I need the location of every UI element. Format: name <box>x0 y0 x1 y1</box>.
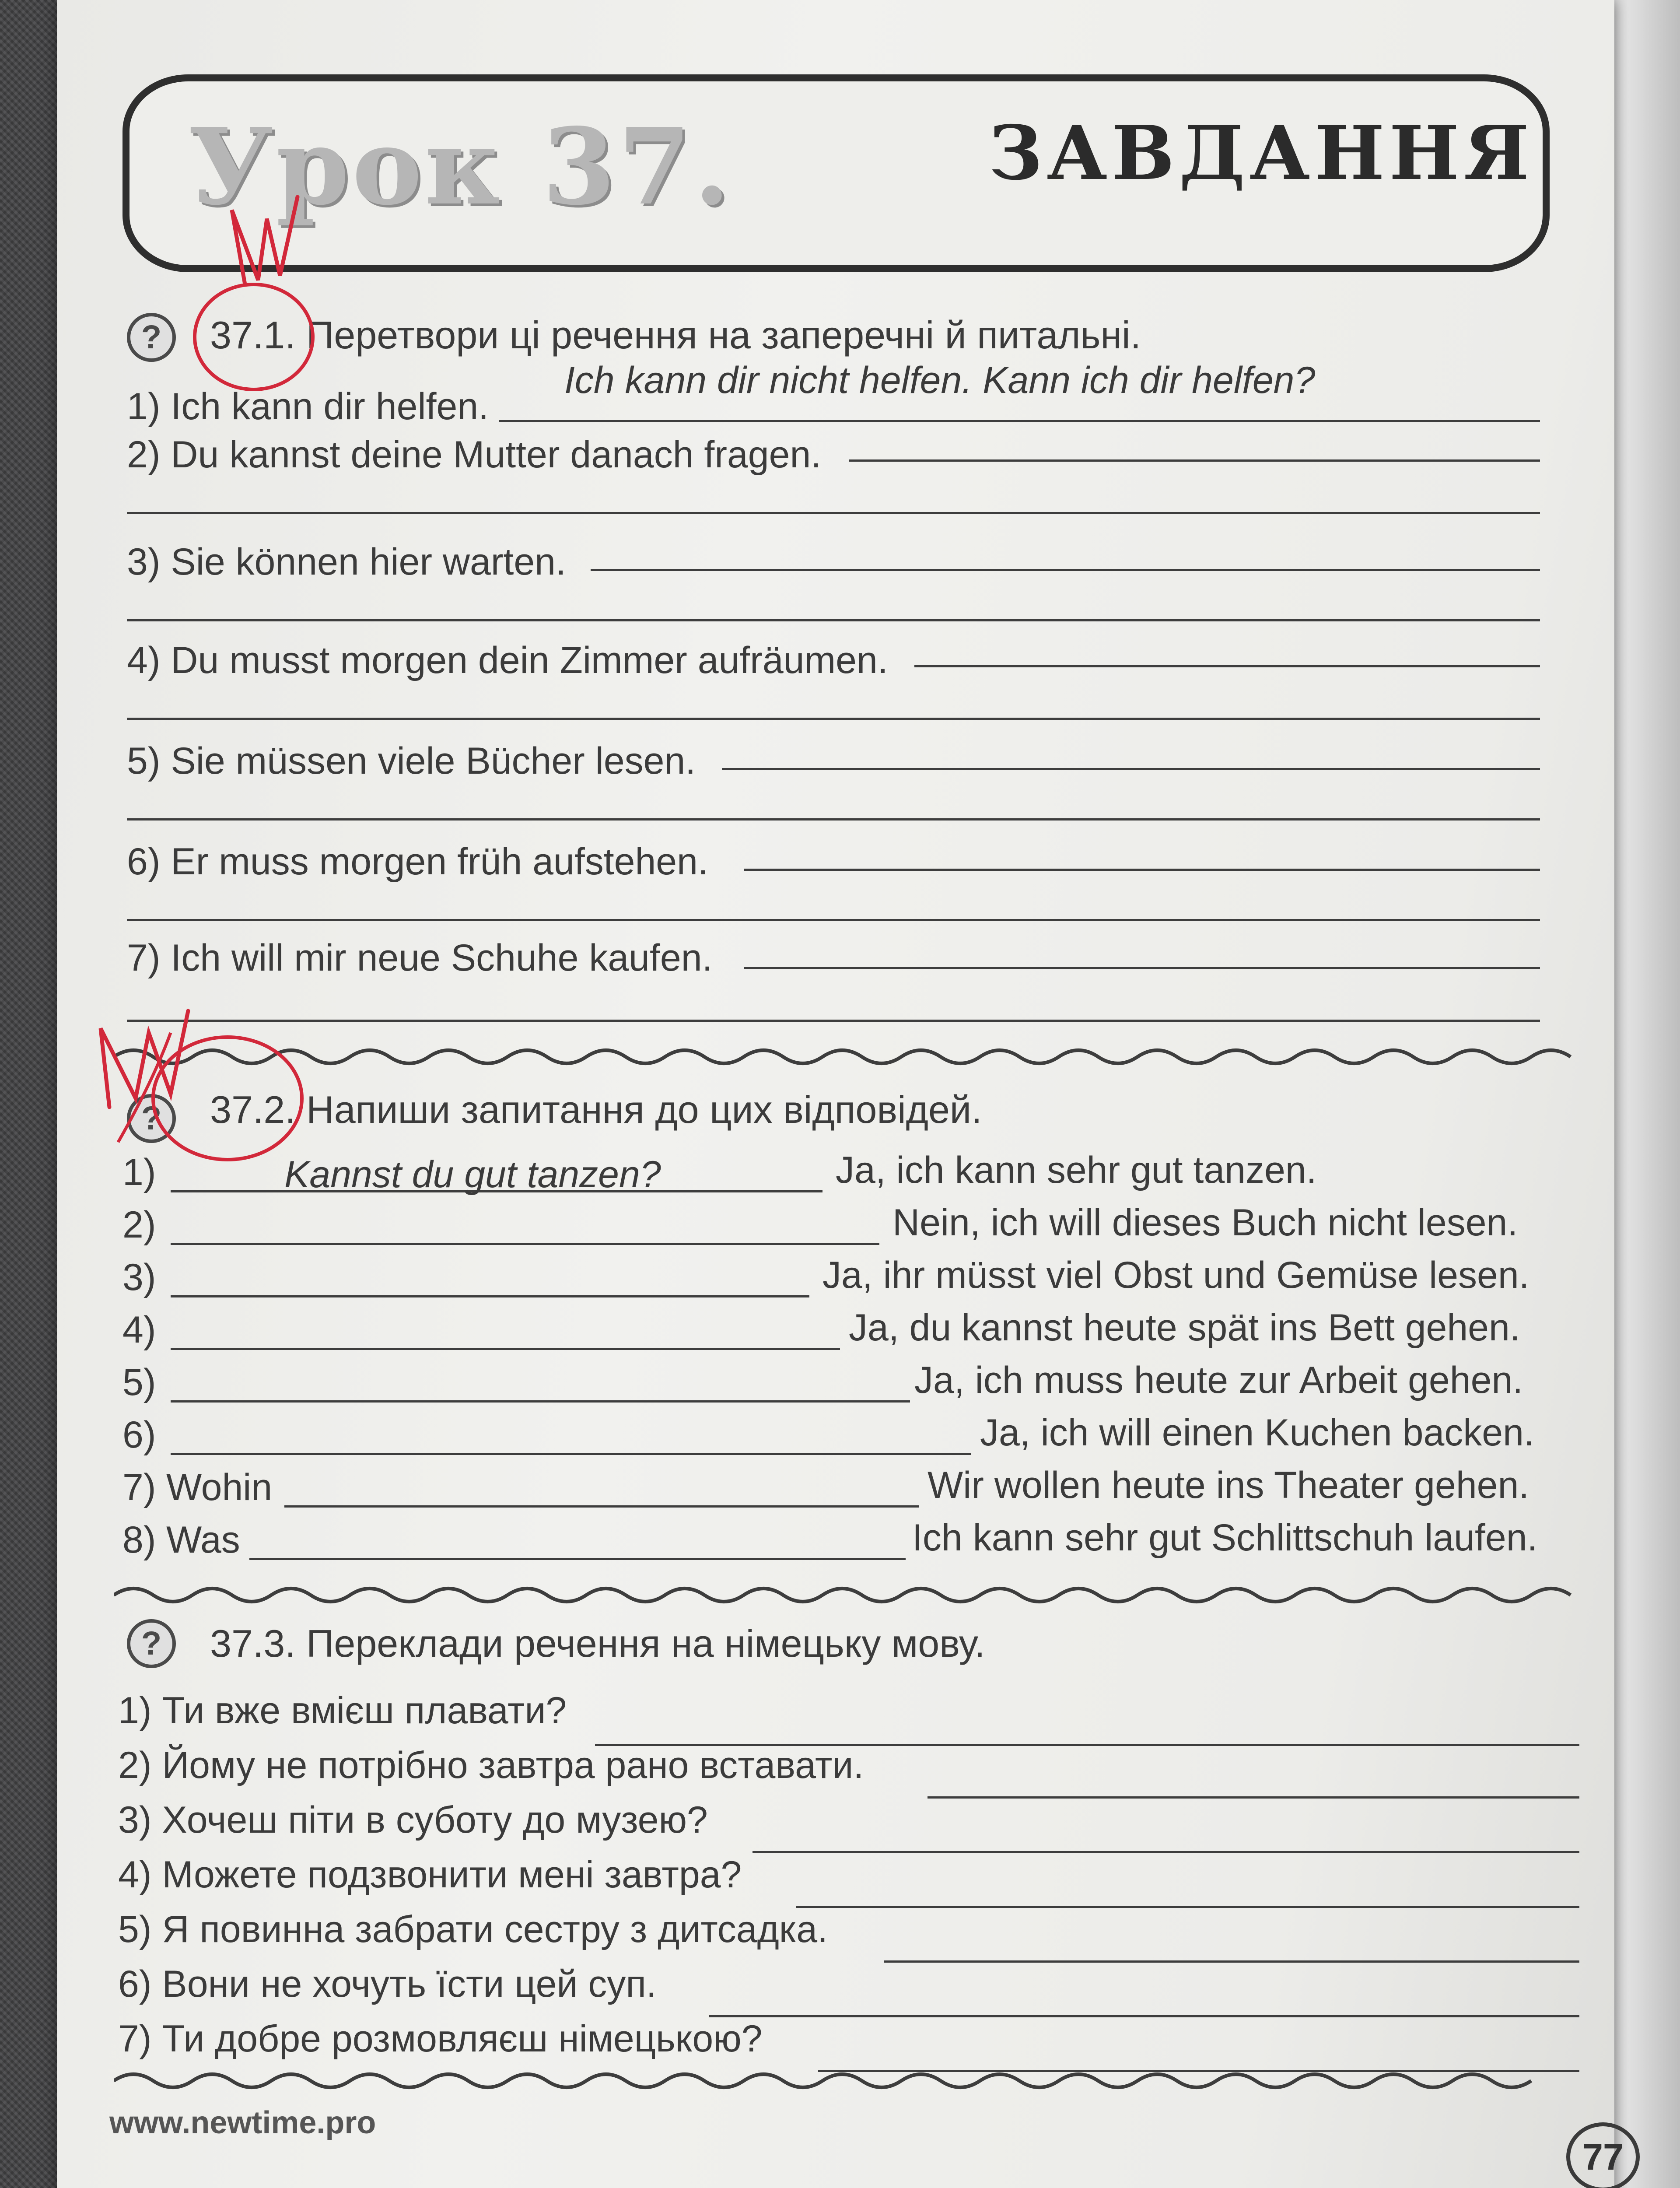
task-2-response: Ja, du kannst heute spät ins Bett gehen. <box>849 1307 1520 1349</box>
task-2-item-number: 4) <box>122 1309 156 1351</box>
answer-line[interactable] <box>127 718 1540 720</box>
task-1-item-7: 7) Ich will mir neue Schuhe kaufen. <box>127 937 713 979</box>
task-2-item-number: 5) <box>122 1361 156 1403</box>
task-1-item-2: 2) Du kannst deine Mutter danach fragen. <box>127 434 822 476</box>
wavy-divider <box>114 2065 1592 2096</box>
answer-line[interactable] <box>284 1505 919 1508</box>
answer-line[interactable] <box>796 1906 1579 1908</box>
task-1-item-4: 4) Du musst morgen dein Zimmer aufräumen. <box>127 639 888 681</box>
wavy-divider <box>114 1041 1592 1072</box>
task-2-response: Ja, ich will einen Kuchen backen. <box>980 1412 1534 1454</box>
answer-line[interactable] <box>499 420 1540 422</box>
answer-line[interactable] <box>127 619 1540 621</box>
task-3-item-5: 5) Я повинна забрати сестру з дитсадка. <box>118 1908 828 1950</box>
task-3-item-6: 6) Вони не хочуть їсти цей суп. <box>118 1963 657 2005</box>
task-2-response: Wir wollen heute ins Theater gehen. <box>928 1464 1530 1506</box>
task-1-item-5: 5) Sie müssen viele Bücher lesen. <box>127 740 696 782</box>
wavy-divider <box>114 1580 1592 1610</box>
answer-line[interactable] <box>171 1453 971 1455</box>
task-2-response: Ja, ich muss heute zur Arbeit gehen. <box>914 1359 1523 1401</box>
task-2-response: Nein, ich will dieses Buch nicht lesen. <box>892 1202 1518 1244</box>
task-2-item-number: 2) <box>122 1204 156 1246</box>
answer-line[interactable] <box>928 1796 1579 1799</box>
handwritten-answer: Kannst du gut tanzen? <box>284 1154 661 1196</box>
task-3-item-4: 4) Можете подзвонити мені завтра? <box>118 1854 742 1896</box>
answer-line[interactable] <box>722 768 1540 770</box>
task-2-item-number: 1) <box>122 1151 156 1193</box>
handwritten-answer: Ich kann dir nicht helfen. Kann ich dir helfen? <box>564 359 1316 401</box>
answer-line[interactable] <box>171 1348 840 1350</box>
task-1-item-1: 1) Ich kann dir helfen. <box>127 386 489 428</box>
answer-line[interactable] <box>171 1243 879 1245</box>
answer-line[interactable] <box>709 2015 1579 2017</box>
task-2-response: Ja, ich kann sehr gut tanzen. <box>836 1149 1317 1191</box>
task-2-item-number: 8) <box>122 1519 156 1561</box>
answer-line[interactable] <box>591 569 1540 571</box>
task-3-item-3: 3) Хочеш піти в суботу до музею? <box>118 1799 708 1841</box>
answer-line[interactable] <box>752 1851 1579 1853</box>
task-1-item-3: 3) Sie können hier warten. <box>127 541 566 583</box>
question-icon: ? <box>127 1619 176 1668</box>
task-2-response: Ja, ihr müsst viel Obst und Gemüse lesen. <box>822 1254 1530 1296</box>
answer-line[interactable] <box>171 1400 910 1403</box>
tasks-title: ЗАВДАННЯ <box>989 109 1534 197</box>
answer-line[interactable] <box>914 665 1540 667</box>
task-2-item-number: 7) <box>122 1466 156 1508</box>
task-2-prefix: Wohin <box>166 1466 273 1508</box>
question-icon: ? <box>127 313 176 362</box>
question-icon: ? <box>127 1094 176 1143</box>
answer-line[interactable] <box>849 459 1540 462</box>
page-number: 77 <box>1566 2122 1640 2188</box>
answer-line[interactable] <box>127 818 1540 820</box>
answer-line[interactable] <box>744 967 1540 969</box>
task-3-item-7: 7) Ти добре розмовляєш німецькою? <box>118 2018 763 2060</box>
answer-line[interactable] <box>249 1558 906 1560</box>
task-2-heading: 37.2. Напиши запитання до цих відповідей. <box>210 1088 982 1131</box>
answer-line[interactable] <box>884 1960 1579 1963</box>
task-1-heading: 37.1. Перетвори ці речення на заперечні й питальні. <box>210 313 1141 357</box>
teacher-check-mark <box>83 993 328 1177</box>
footer-url: www.newtime.pro <box>109 2105 376 2140</box>
lesson-title: Урок 37. <box>188 105 733 228</box>
task-3-item-1: 1) Ти вже вмієш плавати? <box>118 1690 567 1732</box>
answer-line[interactable] <box>171 1295 809 1297</box>
answer-line[interactable] <box>127 919 1540 921</box>
task-3-item-2: 2) Йому не потрібно завтра рано вставати. <box>118 1744 864 1786</box>
task-2-prefix: Was <box>166 1519 240 1561</box>
task-3-heading: 37.3. Переклади речення на німецьку мову. <box>210 1622 985 1665</box>
task-2-item-number: 3) <box>122 1256 156 1298</box>
answer-line[interactable] <box>127 512 1540 514</box>
task-2-response: Ich kann sehr gut Schlittschuh laufen. <box>912 1517 1538 1559</box>
task-1-item-6: 6) Er muss morgen früh aufstehen. <box>127 841 708 883</box>
answer-line[interactable] <box>744 869 1540 871</box>
answer-line[interactable] <box>127 1020 1540 1022</box>
task-2-item-number: 6) <box>122 1414 156 1456</box>
teacher-check-mark <box>166 171 350 398</box>
